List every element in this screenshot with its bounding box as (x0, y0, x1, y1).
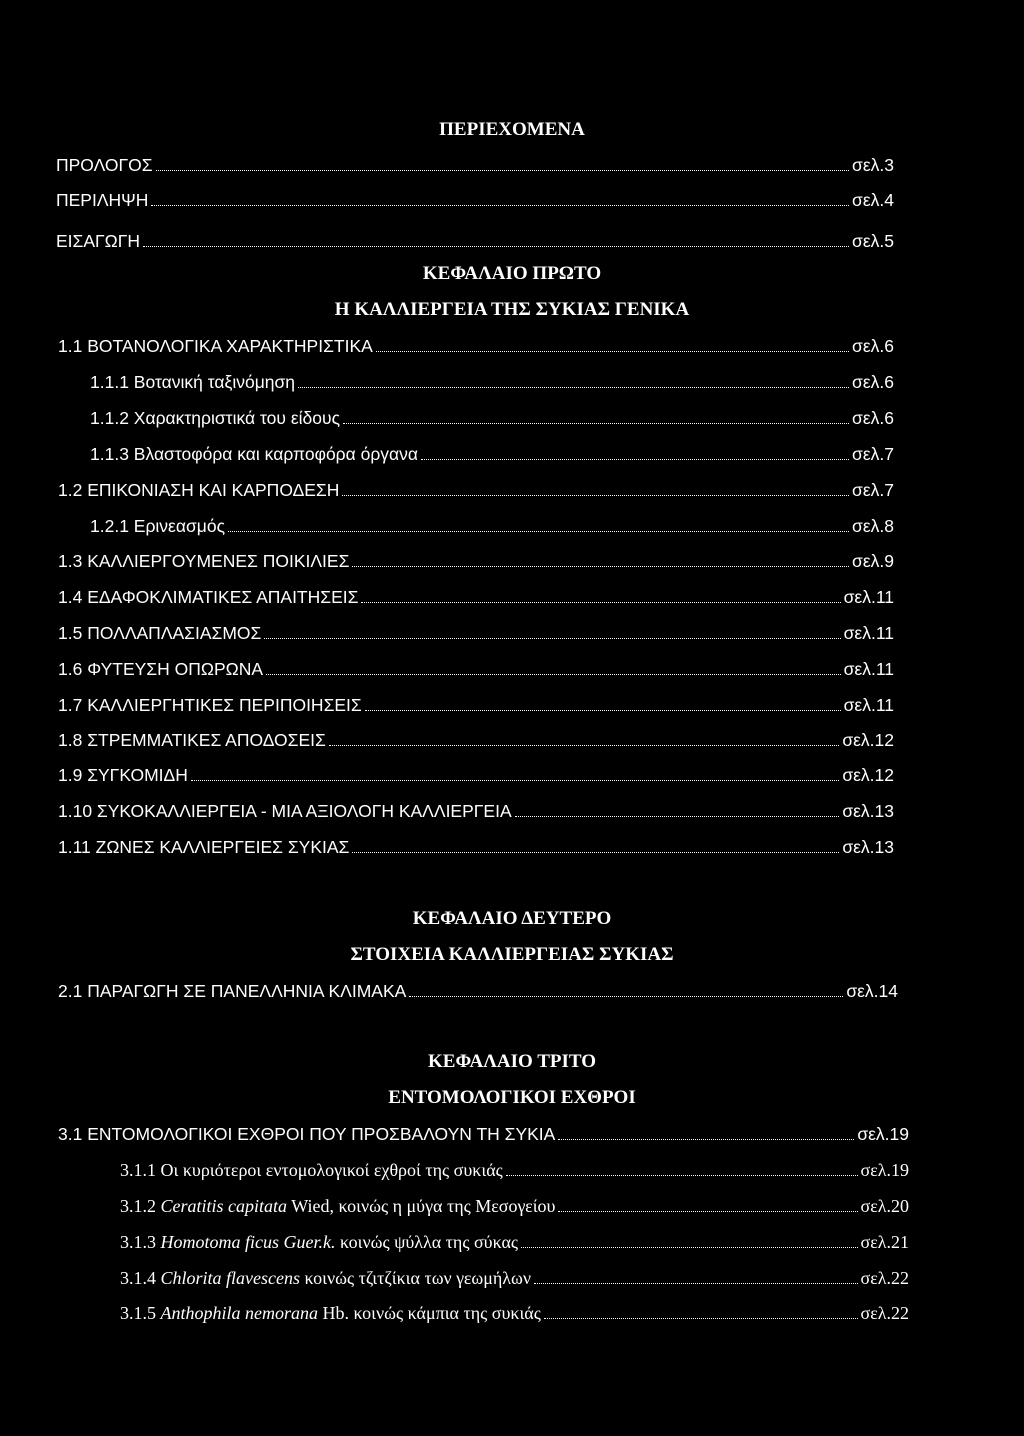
toc-page: σελ.13 (842, 801, 894, 821)
toc-page: σελ.19 (860, 1160, 909, 1180)
dot-leader (352, 852, 839, 853)
toc-entry (120, 1195, 909, 1217)
toc-entry (58, 622, 894, 644)
toc-entry (58, 1123, 909, 1145)
toc-label: 1.1.2 Χαρακτηριστικά του είδους (90, 408, 340, 428)
toc-text: Hb. κοινώς κάμπια της συκιάς (322, 1303, 541, 1323)
dot-leader (558, 1211, 857, 1212)
toc-page: σελ.21 (860, 1232, 909, 1252)
toc-label: 1.10 ΣΥΚΟΚΑΛΛΙΕΡΓΕΙΑ - ΜΙΑ ΑΞΙΟΛΟΓΗ ΚΑΛΛΙΕΡΓΕΙΑ (58, 801, 512, 821)
page-title: ΠΕΡΙΕΧΟΜΕΝΑ (439, 119, 585, 140)
toc-entry (58, 729, 894, 751)
species-name: Anthophila nemorana (160, 1303, 318, 1323)
toc-page: σελ.6 (852, 372, 894, 392)
toc-entry (58, 550, 894, 572)
toc-label: 3.1 ΕΝΤΟΜΟΛΟΓΙΚΟΙ ΕΧΘΡΟΙ ΠΟΥ ΠΡΟΣΒΑΛΟΥΝ ΤΗ ΣΥΚΙΑ (58, 1124, 556, 1144)
toc-page: σελ.9 (852, 551, 894, 571)
toc-entry (90, 371, 894, 393)
toc-entry (120, 1231, 909, 1253)
toc-label: ΠΕΡΙΛΗΨΗ (56, 190, 149, 210)
chapter-subheading: ΕΝΤΟΜΟΛΟΓΙΚΟΙ ΕΧΘΡΟΙ (388, 1087, 636, 1108)
dot-leader (515, 816, 840, 817)
toc-entry (58, 335, 894, 357)
toc-label: 1.2.1 Ερινεασμός (90, 516, 226, 536)
dot-leader (521, 1247, 857, 1248)
toc-entry (58, 764, 894, 786)
toc-page: σελ.12 (842, 765, 894, 785)
toc-label: 1.2 ΕΠΙΚΟΝΙΑΣΗ ΚΑΙ ΚΑΡΠΟΔΕΣΗ (58, 480, 340, 500)
toc-page: σελ.11 (843, 659, 894, 679)
toc-entry (56, 230, 894, 252)
toc-label: 1.8 ΣΤΡΕΜΜΑΤΙΚΕΣ ΑΠΟΔΟΣΕΙΣ (58, 730, 326, 750)
toc-page: σελ.13 (842, 837, 894, 857)
chapter-heading: ΚΕΦΑΛΑΙΟ ΤΡΙΤΟ (428, 1051, 596, 1072)
dot-leader (365, 710, 841, 711)
dot-leader (329, 745, 839, 746)
dot-leader (156, 170, 849, 171)
toc-label: 2.1 ΠΑΡΑΓΩΓΗ ΣΕ ΠΑΝΕΛΛΗΝΙΑ ΚΛΙΜΑΚΑ (58, 981, 407, 1001)
toc-page: σελ.11 (843, 587, 894, 607)
toc-page: σελ.6 (852, 336, 894, 356)
toc-entry (90, 407, 894, 429)
toc-entry (58, 980, 898, 1002)
dot-leader (343, 423, 849, 424)
toc-label (120, 1267, 531, 1289)
toc-number: 3.1.4 (120, 1268, 156, 1288)
dot-leader (228, 531, 849, 532)
toc-page: σελ.8 (852, 516, 894, 536)
toc-page: σελ.11 (843, 695, 894, 715)
toc-page: σελ.12 (842, 730, 894, 750)
dot-leader (361, 602, 840, 603)
toc-page: σελ.20 (860, 1196, 909, 1216)
toc-entry (90, 443, 894, 465)
species-name: Chlorita flavescens (160, 1268, 300, 1288)
dot-leader (376, 351, 849, 352)
toc-label: 1.4 ΕΔΑΦΟΚΛΙΜΑΤΙΚΕΣ ΑΠΑΙΤΗΣΕΙΣ (58, 587, 359, 607)
toc-entry (58, 479, 894, 501)
toc-label (120, 1231, 518, 1253)
toc-page: σελ.6 (852, 408, 894, 428)
dot-leader (264, 638, 840, 639)
dot-leader (558, 1139, 854, 1140)
toc-label (120, 1302, 541, 1324)
toc-page: σελ.14 (846, 981, 898, 1001)
toc-entry (58, 658, 894, 680)
species-name: Ceratitis capitata (160, 1196, 288, 1216)
toc-entry (58, 694, 894, 716)
toc-label: 1.1.3 Βλαστοφόρα και καρποφόρα όργανα (90, 444, 419, 464)
toc-number: 3.1.5 (120, 1303, 156, 1323)
toc-number: 3.1.2 (120, 1196, 156, 1216)
toc-page: σελ.22 (860, 1303, 909, 1323)
dot-leader (266, 674, 841, 675)
toc-label: 1.9 ΣΥΓΚΟΜΙΔΗ (58, 765, 188, 785)
toc-label: 1.5 ΠΟΛΛΑΠΛΑΣΙΑΣΜΟΣ (58, 623, 262, 643)
toc-label: 1.11 ΖΩΝΕΣ ΚΑΛΛΙΕΡΓΕΙΕΣ ΣΥΚΙΑΣ (58, 837, 350, 857)
dot-leader (298, 387, 849, 388)
toc-page: σελ.22 (860, 1268, 909, 1288)
dot-leader (409, 996, 843, 997)
chapter-subheading: ΣΤΟΙΧΕΙΑ ΚΑΛΛΙΕΡΓΕΙΑΣ ΣΥΚΙΑΣ (350, 944, 674, 965)
toc-label: ΕΙΣΑΓΩΓΗ (56, 231, 141, 251)
dot-leader (544, 1318, 858, 1319)
dot-leader (191, 780, 839, 781)
toc-text: Wied, κοινώς η μύγα της Μεσογείου (291, 1196, 556, 1216)
toc-page: σελ.3 (852, 155, 894, 175)
dot-leader (342, 495, 849, 496)
toc-page: σελ.11 (843, 623, 894, 643)
toc-entry (58, 586, 894, 608)
toc-entry (120, 1159, 909, 1181)
dot-leader (421, 459, 849, 460)
toc-label (120, 1195, 555, 1217)
chapter-heading: ΚΕΦΑΛΑΙΟ ΔΕΥΤΕΡΟ (412, 908, 612, 929)
chapter-heading: ΚΕΦΑΛΑΙΟ ΠΡΩΤΟ (422, 263, 602, 284)
toc-entry (90, 515, 894, 537)
toc-entry (120, 1267, 909, 1289)
dot-leader (534, 1283, 857, 1284)
toc-page: σελ.5 (852, 231, 894, 251)
dot-leader (352, 566, 849, 567)
toc-label: 1.1 ΒΟΤΑΝΟΛΟΓΙΚΑ ΧΑΡΑΚΤΗΡΙΣΤΙΚΑ (58, 336, 373, 356)
toc-number: 3.1.3 (120, 1232, 156, 1252)
toc-label: 1.7 ΚΑΛΛΙΕΡΓΗΤΙΚΕΣ ΠΕΡΙΠΟΙΗΣΕΙΣ (58, 695, 362, 715)
species-name: Homotoma ficus Guer.k. (160, 1232, 336, 1252)
toc-page: σελ.19 (857, 1124, 909, 1144)
dot-leader (143, 246, 849, 247)
toc-label: 1.3 ΚΑΛΛΙΕΡΓΟΥΜΕΝΕΣ ΠΟΙΚΙΛΙΕΣ (58, 551, 350, 571)
toc-entry (120, 1302, 909, 1324)
toc-entry (56, 154, 894, 176)
toc-text: κοινώς τζιτζίκια των γεωμήλων (304, 1268, 532, 1288)
toc-label: ΠΡΟΛΟΓΟΣ (56, 155, 153, 175)
toc-entry (56, 189, 894, 211)
toc-label: 3.1.1 Οι κυριότεροι εντομολογικοί εχθροί της συκιάς (120, 1160, 503, 1180)
toc-page: σελ.4 (852, 190, 894, 210)
chapter-subheading: Η ΚΑΛΛΙΕΡΓΕΙΑ ΤΗΣ ΣΥΚΙΑΣ ΓΕΝΙΚΑ (334, 299, 690, 320)
dot-leader (506, 1175, 858, 1176)
toc-page: σελ.7 (852, 444, 894, 464)
dot-leader (151, 205, 849, 206)
toc-label: 1.1.1 Βοτανική ταξινόμηση (90, 372, 296, 392)
toc-page: σελ.7 (852, 480, 894, 500)
toc-label: 1.6 ΦΥΤΕΥΣΗ ΟΠΩΡΩΝΑ (58, 659, 264, 679)
toc-entry (58, 836, 894, 858)
toc-text: κοινώς ψύλλα της σύκας (339, 1232, 519, 1252)
toc-entry (58, 800, 894, 822)
